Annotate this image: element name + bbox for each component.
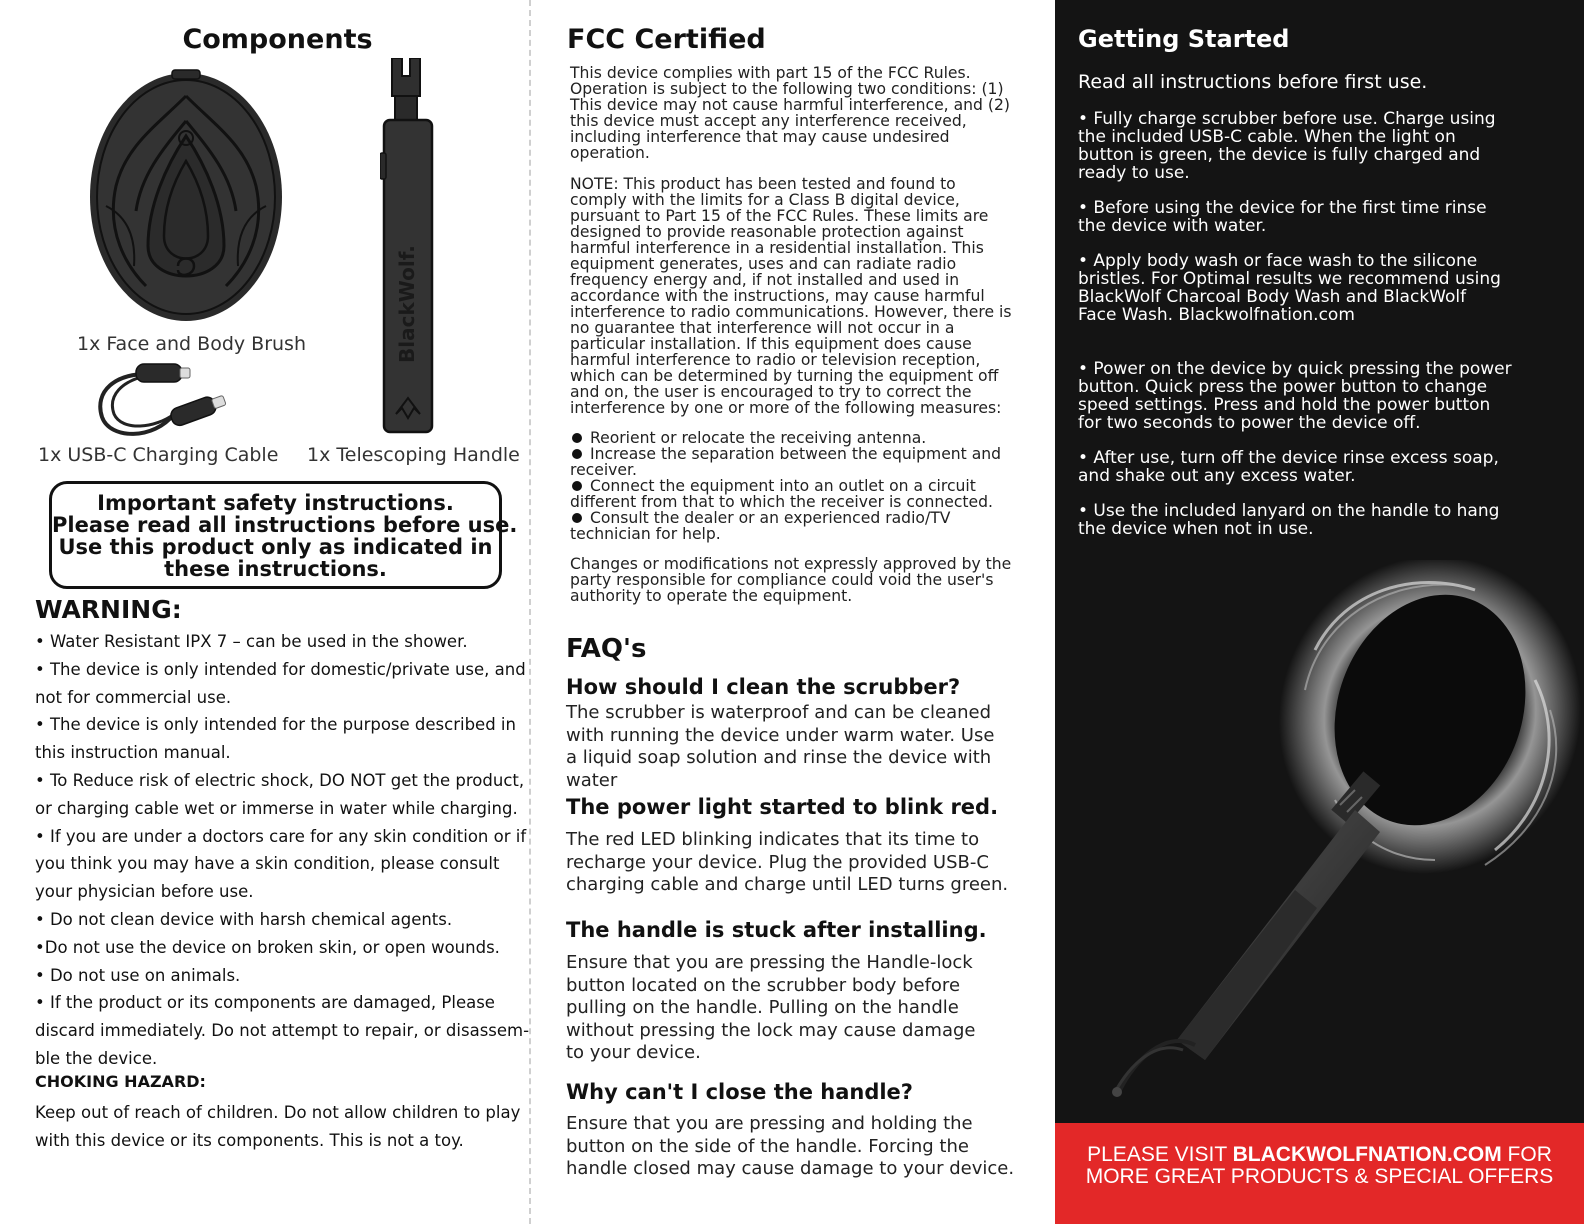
choking-hazard-text bbox=[35, 1099, 525, 1155]
promo-banner bbox=[1055, 1123, 1584, 1224]
fcc-line: operation. bbox=[570, 144, 650, 162]
face-body-brush-illustration bbox=[86, 66, 286, 322]
fcc-bullet: Connect the equipment into an outlet on a circuit bbox=[570, 478, 1020, 494]
website-link[interactable]: BLACKWOLFNATION.COM bbox=[1232, 1143, 1502, 1166]
fcc-line: technician for help. bbox=[570, 525, 721, 543]
warning-line: your physician before use. bbox=[35, 882, 254, 902]
getting-started-step: • Apply body wash or face wash to the silicone bristles. For Optimal results we recommend using BlackWolf Charcoal Body Wash and BlackWolf Face Wash. Blackwolfnation.com bbox=[1078, 251, 1501, 325]
warning-list bbox=[35, 628, 530, 1073]
safety-instructions-box bbox=[49, 481, 518, 589]
getting-started-title: Getting Started bbox=[1078, 25, 1290, 53]
warning-line: discard immediately. Do not attempt to repair, or disassem- bbox=[35, 1021, 530, 1041]
fcc-line: harmful interference to radio or television reception, bbox=[570, 351, 981, 369]
getting-started-intro: Read all instructions before first use. bbox=[1078, 71, 1428, 93]
faq-question: Why can't I close the handle? bbox=[566, 1080, 913, 1104]
telescoping-handle-illustration bbox=[380, 58, 440, 434]
fcc-line: frequency energy and, if not installed and used in bbox=[570, 271, 960, 289]
fcc-line: This device complies with part 15 of the FCC Rules. bbox=[570, 64, 971, 82]
fcc-line: party responsible for compliance could void the user's bbox=[570, 571, 994, 589]
fcc-line: NOTE: This product has been tested and found to bbox=[570, 175, 956, 193]
fcc-line: equipment generates, uses and can radiate radio bbox=[570, 255, 957, 273]
warning-line: • To Reduce risk of electric shock, DO NOT get the product, bbox=[35, 770, 525, 790]
fcc-faq-column bbox=[530, 0, 1055, 1224]
getting-started-step: • Use the included lanyard on the handle to hang the device when not in use. bbox=[1078, 501, 1500, 539]
cable-caption: 1x USB-C Charging Cable bbox=[38, 444, 279, 466]
bullet-dot-icon bbox=[572, 449, 582, 459]
fcc-line: pursuant to Part 15 of the FCC Rules. These limits are bbox=[570, 207, 989, 225]
handle-logo: BlackWolf. bbox=[395, 245, 419, 363]
bullet-dot-icon bbox=[572, 433, 582, 443]
warning-line: not for commercial use. bbox=[35, 687, 232, 707]
fcc-line: This device may not cause harmful interference, and (2) bbox=[570, 96, 1010, 114]
choking-line: Keep out of reach of children. Do not allow children to play bbox=[35, 1103, 521, 1122]
fcc-line: authority to operate the equipment. bbox=[570, 587, 853, 605]
warning-line: • If the product or its components are damaged, Please bbox=[35, 993, 495, 1013]
promo-line-1: PLEASE VISIT BLACKWOLFNATION.COM FOR bbox=[1087, 1143, 1552, 1166]
fcc-title: FCC Certified bbox=[567, 24, 766, 55]
fcc-line: harmful interference in a residential installation. This bbox=[570, 239, 984, 257]
getting-started-step: • Before using the device for the first time rinse the device with water. bbox=[1078, 198, 1487, 236]
handle-caption: 1x Telescoping Handle bbox=[307, 444, 520, 466]
choking-line: with this device or its components. This is not a toy. bbox=[35, 1130, 464, 1150]
warning-line: • The device is only intended for domestic/private use, and bbox=[35, 659, 526, 679]
fcc-line: and on, the user is encouraged to try to correct the bbox=[570, 383, 972, 401]
bullet-dot-icon bbox=[572, 513, 582, 523]
fcc-changes-paragraph bbox=[570, 556, 1020, 604]
warning-line: ble the device. bbox=[35, 1048, 158, 1068]
fcc-line: which can be determined by turning the equipment off bbox=[570, 367, 999, 385]
fcc-bullet: Reorient or relocate the receiving antenna. bbox=[570, 430, 1020, 446]
fcc-line: interference by one or more of the following measures: bbox=[570, 399, 1002, 417]
getting-started-step: • After use, turn off the device rinse excess soap, and shake out any excess water. bbox=[1078, 448, 1499, 486]
choking-hazard-title: CHOKING HAZARD: bbox=[35, 1072, 206, 1091]
fcc-line: particular installation. If this equipment does cause bbox=[570, 335, 972, 353]
getting-started-step: • Power on the device by quick pressing the power button. Quick press the power button to change speed settings. Press and hold the power button for two seconds to power the device off. bbox=[1078, 359, 1512, 433]
safety-line: Important safety instructions. bbox=[97, 491, 454, 515]
warning-line: this instruction manual. bbox=[35, 743, 231, 763]
promo-line-2: MORE GREAT PRODUCTS & SPECIAL OFFERS bbox=[1085, 1165, 1554, 1188]
usb-c-cable-illustration bbox=[94, 362, 242, 440]
fcc-line: this device must accept any interference received, bbox=[570, 112, 967, 130]
fcc-line: designed to provide reasonable protection against bbox=[570, 223, 964, 241]
fcc-line: comply with the limits for a Class B digital device, bbox=[570, 191, 960, 209]
fcc-bullet: Increase the separation between the equipment and bbox=[570, 446, 1020, 462]
product-photo-illustration bbox=[1055, 560, 1584, 1123]
safety-line: Use this product only as indicated in bbox=[58, 535, 493, 559]
faq-answer: Ensure that you are pressing the Handle-lock button located on the scrubber body before pulling on the handle. Pulling on the handle without pressing the lock may cause damage to your device. bbox=[566, 952, 976, 1063]
faq-question: The power light started to blink red. bbox=[566, 795, 999, 819]
warning-line: •Do not use the device on broken skin, or open wounds. bbox=[35, 937, 500, 957]
fcc-line: including interference that may cause undesired bbox=[570, 128, 950, 146]
fcc-bullet: Consult the dealer or an experienced radio/TV bbox=[570, 510, 1020, 526]
warning-line: • Do not use on animals. bbox=[35, 965, 241, 985]
warning-line: or charging cable wet or immerse in water while charging. bbox=[35, 798, 518, 818]
safety-line: Please read all instructions before use. bbox=[52, 513, 518, 537]
fcc-line: receiver. bbox=[570, 461, 637, 479]
faq-answer: Ensure that you are pressing and holding the button on the side of the handle. Forcing the handle closed may cause damage to your device. bbox=[566, 1113, 1015, 1179]
components-warning-column bbox=[0, 0, 530, 1224]
warning-line: • The device is only intended for the purpose described in bbox=[35, 715, 516, 735]
safety-line: these instructions. bbox=[164, 557, 387, 581]
fcc-line: no guarantee that interference will not occur in a bbox=[570, 319, 955, 337]
brush-caption: 1x Face and Body Brush bbox=[77, 333, 306, 355]
faq-answer: The red LED blinking indicates that its time to recharge your device. Plug the provided USB-C charging cable and charge until LED turns green. bbox=[566, 829, 1009, 895]
components-title: Components bbox=[182, 24, 373, 55]
fcc-line: accordance with the instructions, may cause harmful bbox=[570, 287, 985, 305]
warning-line: you think you may have a skin condition, please consult bbox=[35, 854, 500, 874]
getting-started-panel bbox=[1055, 0, 1584, 1224]
fcc-line: Changes or modifications not expressly approved by the bbox=[570, 555, 1012, 573]
fcc-line: different from that to which the receiver is connected. bbox=[570, 493, 993, 511]
fcc-line: interference to radio communications. However, there is bbox=[570, 303, 1012, 321]
bullet-dot-icon bbox=[572, 481, 582, 491]
warning-line: • If you are under a doctors care for any skin condition or if bbox=[35, 826, 527, 846]
fcc-measures-list bbox=[570, 430, 1020, 542]
getting-started-step: • Fully charge scrubber before use. Charge using the included USB-C cable. When the light on button is green, the device is fully charged and ready to use. bbox=[1078, 109, 1496, 183]
fcc-note-paragraph bbox=[570, 176, 1020, 416]
warning-title: WARNING: bbox=[35, 595, 182, 624]
fcc-line: Operation is subject to the following two conditions: (1) bbox=[570, 80, 1004, 98]
fcc-compliance-paragraph bbox=[570, 65, 1020, 161]
warning-line: • Water Resistant IPX 7 – can be used in the shower. bbox=[35, 632, 468, 651]
faq-question: The handle is stuck after installing. bbox=[566, 918, 987, 942]
faq-answer: The scrubber is waterproof and can be cleaned with running the device under warm water. Use a liquid soap solution and rinse the device with water bbox=[566, 702, 995, 791]
faq-title: FAQ's bbox=[566, 634, 647, 664]
warning-line: • Do not clean device with harsh chemical agents. bbox=[35, 909, 453, 929]
faq-question: How should I clean the scrubber? bbox=[566, 675, 961, 699]
